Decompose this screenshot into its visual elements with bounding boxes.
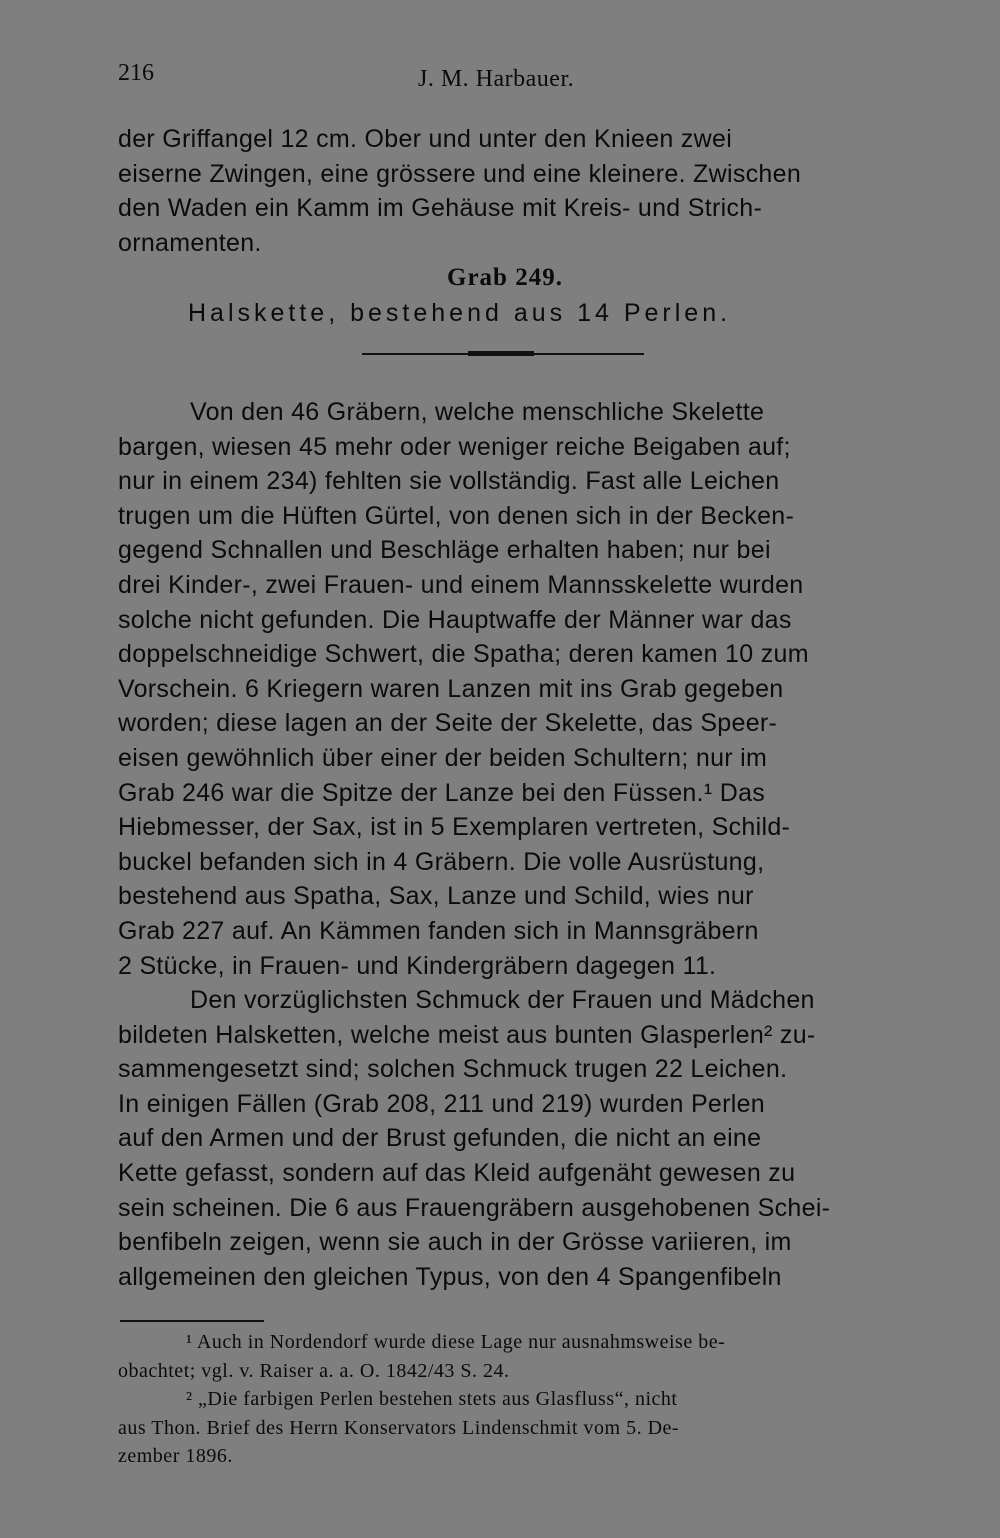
- text-line: Kette gefasst, sondern auf das Kleid aufgenäht gewesen zu: [118, 1159, 796, 1188]
- text-line: bargen, wiesen 45 mehr oder weniger reiche Beigaben auf;: [118, 432, 791, 461]
- text-line: benfibeln zeigen, wenn sie auch in der Grösse variieren, im: [118, 1228, 792, 1257]
- footnote-line: aus Thon. Brief des Herrn Konservators Lindenschmit vom 5. De-: [118, 1416, 680, 1439]
- text-line: eiserne Zwingen, eine grössere und eine kleinere. Zwischen: [118, 159, 802, 188]
- text-line: worden; diese lagen an der Seite der Skelette, das Speer-: [118, 709, 778, 738]
- text-line: der Griffangel 12 cm. Ober und unter den Knieen zwei: [118, 125, 733, 153]
- footnote-line: ² „Die farbigen Perlen bestehen stets aus Glasfluss“, nicht: [186, 1388, 678, 1411]
- footnotes: [118, 1328, 892, 1471]
- grave-section: [118, 260, 892, 331]
- text-line: trugen um die Hüften Gürtel, von denen sich in der Becken-: [118, 501, 795, 530]
- page-number: 216: [118, 60, 154, 86]
- text-line: allgemeinen den gleichen Typus, von den 4 Spangenfibeln: [118, 1262, 782, 1291]
- text-line: In einigen Fällen (Grab 208, 211 und 219) wurden Perlen: [118, 1089, 766, 1118]
- text-line: sammengesetzt sind; solchen Schmuck trugen 22 Leichen.: [118, 1055, 788, 1084]
- text-line: den Waden ein Kamm im Gehäuse mit Kreis- und Strich-: [118, 194, 763, 223]
- page-header: [118, 60, 892, 100]
- text-line: Vorschein. 6 Kriegern waren Lanzen mit ins Grab gegeben: [118, 674, 784, 703]
- text-line: 2 Stücke, in Frauen- und Kindergräbern dagegen 11.: [118, 951, 717, 980]
- text-line: solche nicht gefunden. Die Hauptwaffe der Männer war das: [118, 605, 792, 634]
- footnote-line: zember 1896.: [118, 1445, 233, 1468]
- text-line: Den vorzüglichsten Schmuck der Frauen und Mädchen: [190, 986, 815, 1015]
- text-line: ornamenten.: [118, 228, 262, 257]
- text-line: sein scheinen. Die 6 aus Frauengräbern ausgehobenen Schei-: [118, 1193, 831, 1222]
- text-line: Grab 246 war die Spitze der Lanze bei den Füssen.¹ Das: [118, 778, 766, 807]
- text-line: Hiebmesser, der Sax, ist in 5 Exemplaren vertreten, Schild-: [118, 813, 791, 842]
- grave-line: Halskette, bestehend aus 14 Perlen.: [188, 299, 732, 327]
- text-line: bildeten Halsketten, welche meist aus bunten Glasperlen² zu-: [118, 1020, 816, 1049]
- text-line: auf den Armen und der Brust gefunden, die nicht an eine: [118, 1124, 762, 1153]
- text-line: Von den 46 Gräbern, welche menschliche Skelette: [190, 398, 765, 426]
- text-line: gegend Schnallen und Beschläge erhalten haben; nur bei: [118, 536, 771, 565]
- text-line: buckel befanden sich in 4 Gräbern. Die volle Ausrüstung,: [118, 847, 765, 876]
- text-line: eisen gewöhnlich über einer der beiden Schultern; nur im: [118, 743, 768, 772]
- grave-heading: Grab 249.: [447, 264, 563, 291]
- running-head: J. M. Harbauer.: [418, 66, 575, 92]
- text-line: nur in einem 234) fehlten sie vollständig. Fast alle Leichen: [118, 467, 780, 496]
- text-line: bestehend aus Spatha, Sax, Lanze und Schild, wies nur: [118, 882, 754, 911]
- body-text: [118, 395, 892, 1294]
- section-top: [118, 122, 892, 260]
- footnote-rule: [120, 1320, 264, 1322]
- text-line: drei Kinder-, zwei Frauen- und einem Mannsskelette wurden: [118, 570, 804, 599]
- footnote-line: ¹ Auch in Nordendorf wurde diese Lage nur ausnahmsweise be-: [186, 1331, 726, 1353]
- footnote-line: obachtet; vgl. v. Raiser a. a. O. 1842/43 S. 24.: [118, 1359, 510, 1382]
- section-divider-thick: [468, 351, 534, 356]
- text-line: Grab 227 auf. An Kämmen fanden sich in Mannsgräbern: [118, 916, 759, 945]
- text-line: doppelschneidige Schwert, die Spatha; deren kamen 10 zum: [118, 640, 809, 669]
